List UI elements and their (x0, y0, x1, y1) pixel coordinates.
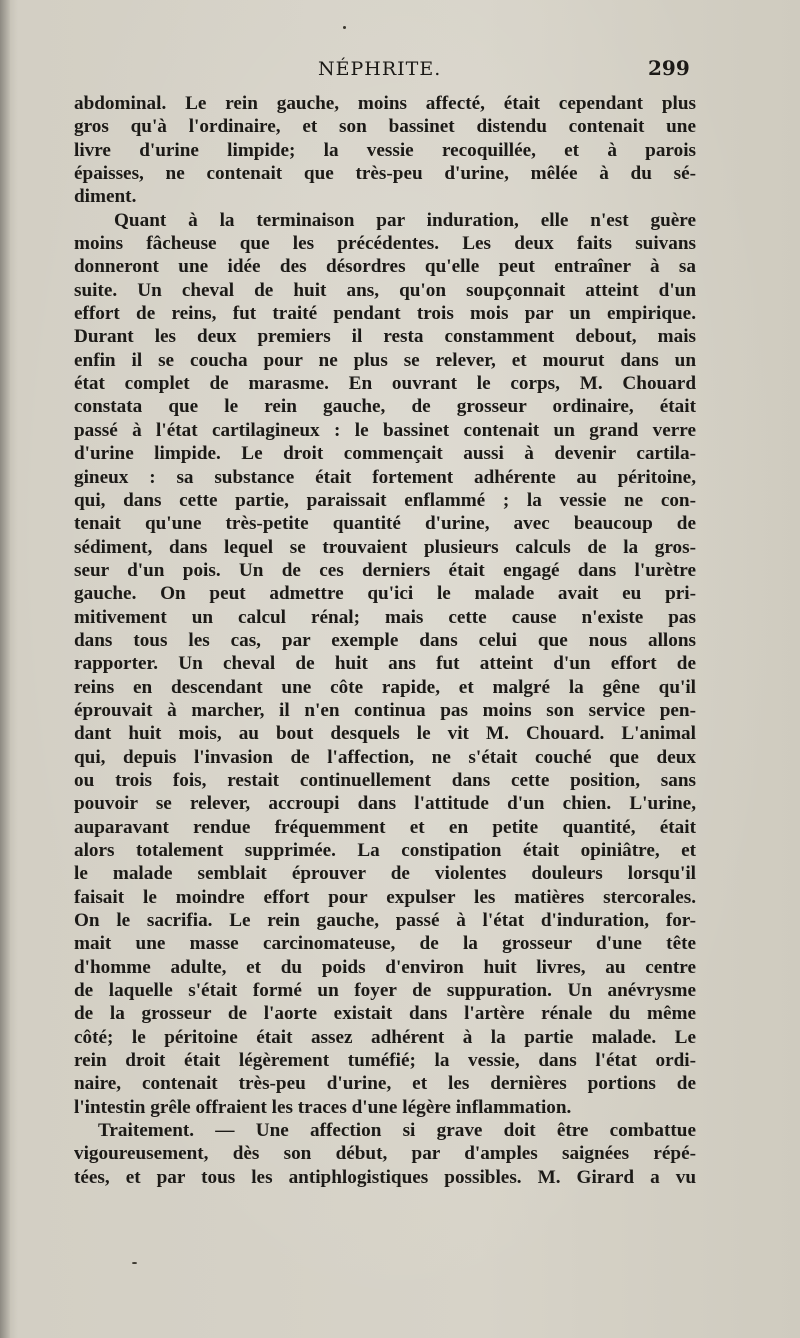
text-line: qui, dans cette partie, paraissait enflammé ; la vessie ne con- (74, 489, 696, 511)
running-head: NÉPHRITE. (318, 58, 442, 80)
text-line: d'homme adulte, et du poids d'environ huit livres, au centre (74, 956, 696, 978)
text-line: donneront une idée des désordres qu'elle peut entraîner à sa (74, 256, 696, 278)
text-line: ou trois fois, restait continuellement dans cette position, sans (74, 769, 696, 791)
text-line: mitivement un calcul rénal; mais cette cause n'existe pas (74, 606, 696, 628)
page-header (0, 58, 800, 88)
text-line: gineux : sa substance était fortement adhérente au péritoine, (74, 466, 696, 488)
text-line: gauche. On peut admettre qu'ici le malade avait eu pri- (74, 583, 696, 605)
text-line: le malade semblait éprouver de violentes douleurs lorsqu'il (74, 863, 696, 885)
body-text (74, 92, 696, 1189)
text-line: dans tous les cas, par exemple dans celui que nous allons (74, 629, 696, 651)
text-line: alors totalement supprimée. La constipation était opiniâtre, et (74, 840, 696, 861)
text-line: d'urine limpide. Le droit commençait aussi à devenir cartila- (74, 443, 696, 465)
text-line: passé à l'état cartilagineux : le bassinet contenait un grand verre (74, 419, 696, 441)
text-line: dant huit mois, au bout desquels le vit M. Chouard. L'animal (74, 723, 696, 745)
text-line: rein droit était légèrement tuméfié; la vessie, dans l'état ordi- (74, 1050, 696, 1072)
text-line: diment. (74, 186, 137, 208)
text-line: tées, et par tous les antiphlogistiques possibles. M. Girard a vu (74, 1166, 696, 1188)
text-line: qui, depuis l'invasion de l'affection, ne s'était couché que deux (74, 746, 696, 768)
text-line: gros qu'à l'ordinaire, et son bassinet distendu contenait une (74, 116, 696, 138)
text-line: rapporter. Un cheval de huit ans fut atteint d'un effort de (74, 653, 696, 675)
text-line: abdominal. Le rein gauche, moins affecté, était cependant plus (74, 93, 696, 114)
text-line: Quant à la terminaison par induration, elle n'est guère (114, 209, 696, 231)
text-line: suite. Un cheval de huit ans, qu'on soupçonnait atteint d'un (74, 279, 696, 301)
text-line: éprouvait à marcher, il n'en continua pas moins son service pen- (74, 699, 696, 721)
text-line-traitement: Traitement. — Une affection si grave doit être combattue (98, 1120, 696, 1142)
text-line: côté; le péritoine était assez adhérent à la partie malade. Le (74, 1026, 696, 1048)
text-line: épaisses, ne contenait que très-peu d'urine, mêlée à du sé- (74, 163, 696, 185)
text-line: livre d'urine limpide; la vessie recoquillée, et à parois (74, 139, 696, 161)
text-line: de la grosseur de l'aorte existait dans l'artère rénale du même (74, 1003, 696, 1025)
text-line: Durant les deux premiers il resta constamment debout, mais (74, 326, 696, 348)
text-line: seur d'un pois. Un de ces derniers était engagé dans l'urètre (74, 559, 696, 581)
text-line: tenait qu'une très-petite quantité d'urine, avec beaucoup de (74, 513, 696, 535)
text-line: pouvoir se relever, accroupi dans l'attitude d'un chien. L'urine, (74, 793, 696, 815)
text-line: auparavant rendue fréquemment et en petite quantité, était (74, 816, 696, 838)
text-line: moins fâcheuse que les précédentes. Les deux faits suivans (74, 233, 696, 255)
ink-speck (343, 26, 346, 29)
page-number: 299 (648, 56, 690, 80)
text-line: faisait le moindre effort pour expulser les matières stercorales. (74, 886, 696, 908)
text-line: constata que le rein gauche, de grosseur ordinaire, était (74, 396, 696, 418)
text-line: état complet de marasme. En ouvrant le corps, M. Chouard (74, 373, 696, 395)
page-spine-shadow (0, 0, 10, 1338)
text-line: vigoureusement, dès son début, par d'amples saignées répé- (74, 1143, 696, 1165)
text-line: naire, contenait très-peu d'urine, et les dernières portions de (74, 1073, 696, 1095)
text-line: de laquelle s'était formé un foyer de suppuration. Un anévrysme (74, 980, 696, 1002)
text-line: mait une masse carcinomateuse, de la grosseur d'une tête (74, 933, 696, 955)
text-line: On le sacrifia. Le rein gauche, passé à l'état d'induration, for- (74, 910, 696, 932)
text-line: l'intestin grêle offraient les traces d'une légère inflammation. (74, 1096, 572, 1118)
text-line: enfin il se coucha pour ne plus se relever, et mourut dans un (74, 349, 696, 371)
text-line: effort de reins, fut traité pendant trois mois par un empirique. (74, 303, 696, 325)
text-line: reins en descendant une côte rapide, et malgré la gêne qu'il (74, 676, 696, 698)
text-line: sédiment, dans lequel se trouvaient plusieurs calculs de la gros- (74, 536, 696, 558)
ink-speck (132, 1262, 137, 1264)
